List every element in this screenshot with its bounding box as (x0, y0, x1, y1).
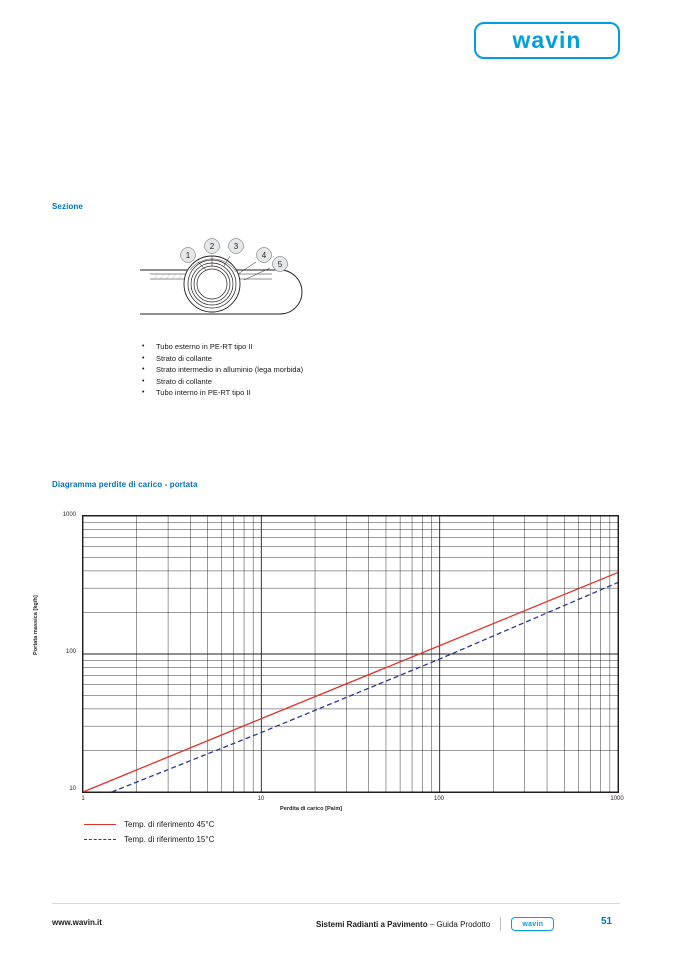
page-number: 51 (601, 916, 613, 927)
footer-subtitle-text: – Guida Prodotto (429, 919, 491, 929)
y-tick-100: 100 (65, 649, 76, 655)
footer-logo (511, 917, 554, 931)
logo-frame (474, 22, 620, 59)
list-item (142, 387, 442, 399)
line-swatch-dashed-icon (84, 839, 116, 840)
bullet-icon: • (142, 389, 145, 397)
list-item (142, 376, 442, 388)
x-tick-10: 10 (257, 796, 265, 802)
bullet-icon: • (142, 366, 145, 374)
line-swatch-solid-icon (84, 824, 116, 825)
svg-text:3: 3 (233, 242, 239, 251)
legend-item-label: Strato di collante (156, 353, 212, 363)
x-tick-1: 1 (81, 796, 85, 802)
y-tick-10: 10 (69, 786, 76, 792)
brand-logo (474, 22, 620, 59)
legend-item-label: Tubo interno in PE-RT tipo II (156, 388, 251, 398)
y-tick-1000: 1000 (62, 512, 76, 518)
bullet-icon: • (142, 377, 145, 385)
svg-text:2: 2 (209, 242, 215, 251)
footer-logo-text: wavin (522, 920, 544, 928)
logo-text: wavin (512, 27, 582, 53)
svg-text:5: 5 (277, 260, 283, 269)
illustration-legend-list (142, 341, 442, 399)
legend-item-label: Tubo esterno in PE-RT tipo II (156, 342, 253, 351)
x-tick-1000: 1000 (610, 796, 624, 802)
legend-item-label: Strato intermedio in alluminio (lega morbida) (156, 365, 304, 375)
legend-entry-label: Temp. di riferimento 15°C (124, 835, 215, 844)
list-item (142, 364, 442, 376)
footer-divider (52, 903, 620, 904)
svg-text:1: 1 (185, 251, 191, 260)
legend-entry-label: Temp. di riferimento 45°C (124, 820, 215, 829)
footer-document-title (316, 917, 554, 931)
bullet-icon: • (142, 354, 145, 362)
section-heading-diagramma: Diagramma perdite di carico - portata (52, 480, 198, 489)
list-item (142, 353, 442, 365)
pipe-cross-section-illustration (140, 222, 360, 322)
svg-text:4: 4 (261, 251, 267, 260)
y-axis-label: Portata massica [kg/h] (33, 595, 39, 655)
chart-legend (84, 817, 214, 847)
footer-website-url[interactable]: www.wavin.it (52, 918, 102, 927)
section-heading-sezione: Sezione (52, 202, 83, 211)
bullet-icon: • (142, 343, 145, 350)
list-item (142, 341, 442, 353)
pressure-loss-flow-chart (82, 515, 619, 793)
footer-separator (500, 917, 501, 931)
legend-entry-45c (84, 817, 214, 832)
x-axis-label: Perdita di carico [Pa/m] (280, 806, 343, 812)
footer-title-text: Sistemi Radianti a Pavimento (316, 919, 428, 929)
legend-entry-15c (84, 832, 214, 847)
legend-item-label: Strato di collante (156, 376, 212, 386)
x-tick-100: 100 (433, 796, 444, 802)
